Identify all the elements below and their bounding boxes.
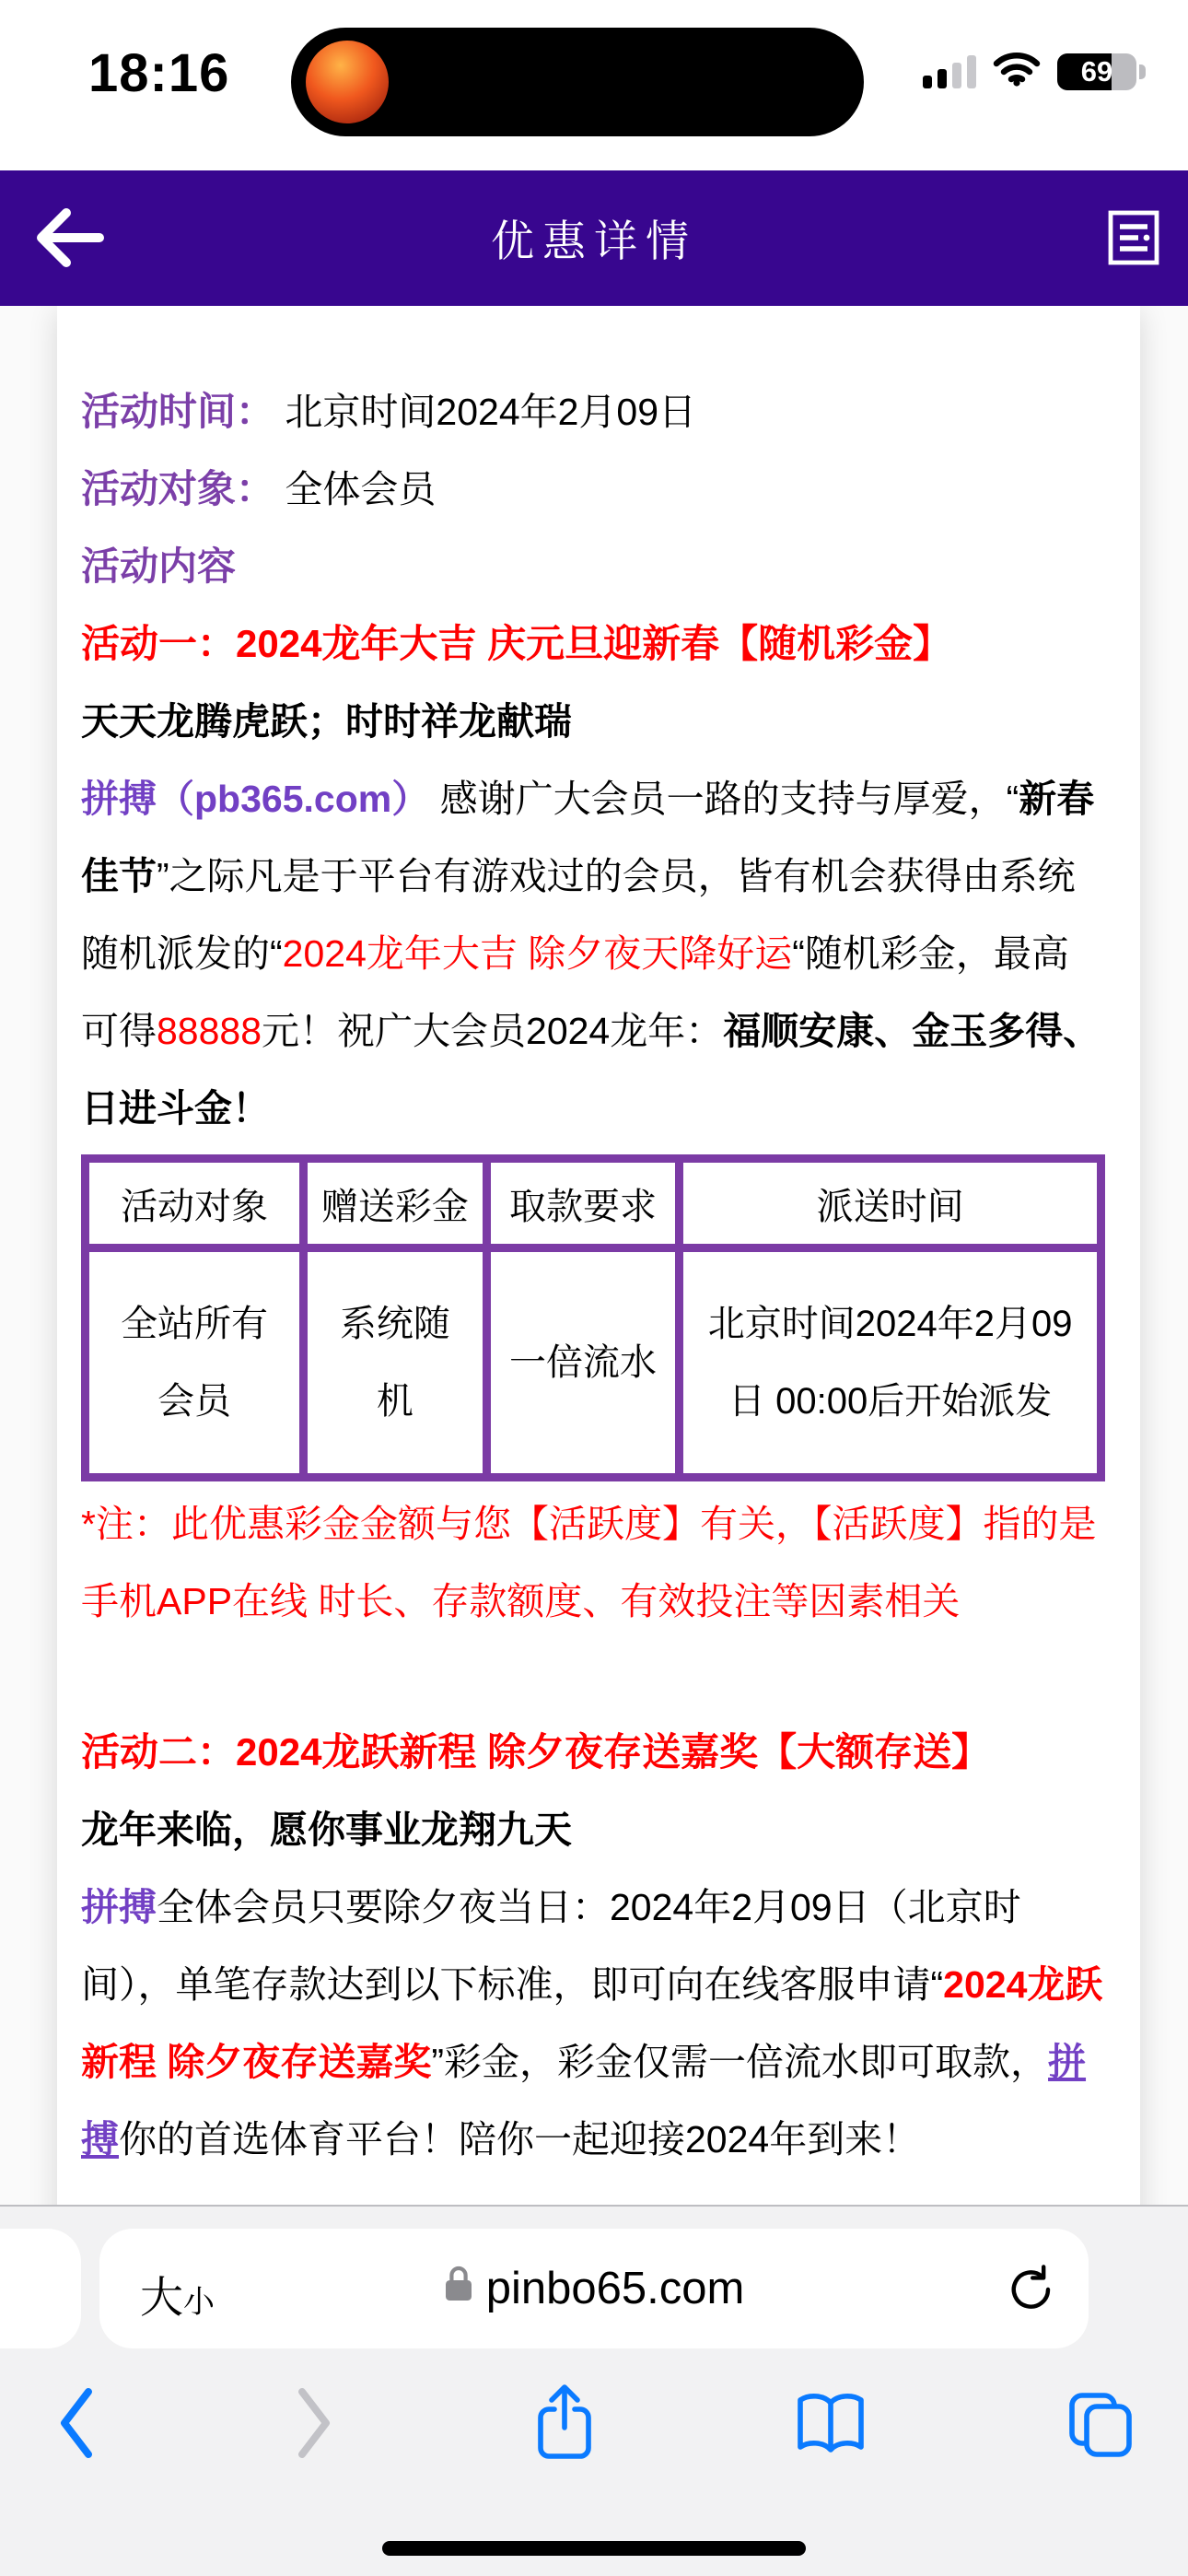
promo-article [57, 306, 1140, 2205]
activity-content-label: 活动内容 [81, 544, 237, 588]
table-header: 赠送彩金 [304, 1159, 487, 1248]
nav-bar [0, 170, 1188, 306]
table-header: 取款要求 [486, 1159, 680, 1248]
adjacent-tab-peek[interactable] [0, 2229, 81, 2348]
text-size-small-glyph: 小 [183, 2285, 215, 2320]
promo1-red: 2024龙年大吉 除夕夜天降好运 [282, 932, 793, 975]
table-cell: 系统随机 [304, 1248, 487, 1478]
brand-name: 拼搏 [81, 1886, 157, 1928]
promo2-text: 你的首选体育平台！陪你一起迎接2024年到来！ [119, 2118, 921, 2160]
promo2-title: 活动二：2024龙跃新程 除夕夜存送嘉奖【大额存送】 [81, 1730, 991, 1774]
table-row [86, 1248, 1101, 1478]
web-content [0, 306, 1188, 2205]
url-text: pinbo65.com [485, 2264, 745, 2313]
cellular-signal-icon [923, 55, 976, 88]
text-size-large-glyph: 大 [140, 2273, 183, 2322]
wifi-icon [993, 52, 1041, 91]
promo1-title: 活动一：2024龙年大吉 庆元旦迎新春【随机彩金】 [81, 622, 952, 665]
home-indicator[interactable] [382, 2541, 806, 2556]
share-icon[interactable] [532, 2382, 597, 2465]
promo2-text: 全体会员只要除夕夜当日：2024年2月09日（北京时间），单笔存款达到以下标准，即可向在线客服申请“ [81, 1886, 1021, 2006]
avatar [306, 41, 389, 123]
promo2-text: ”彩金，彩金仅需一倍流水即可取款， [431, 2041, 1049, 2083]
table-header-row [86, 1159, 1101, 1248]
activity-time-row [81, 373, 1105, 451]
browser-chrome [0, 2205, 1188, 2576]
table-header: 活动对象 [86, 1159, 304, 1248]
dynamic-island [291, 28, 864, 136]
address-bar[interactable] [99, 2229, 1089, 2348]
promo2-slogan: 龙年来临，愿你事业龙翔九天 [81, 1809, 572, 1851]
promo1-text: “随机彩金，最高可得 [81, 932, 1069, 1052]
status-bar [0, 0, 1188, 170]
brand-link: 拼搏（pb365.com） [81, 778, 430, 820]
lock-icon [444, 2263, 473, 2314]
activity-target-label: 活动对象： [81, 467, 275, 510]
activity-content-row [81, 528, 1105, 605]
table-header: 派送时间 [680, 1159, 1101, 1248]
promo2-paragraph [81, 1868, 1105, 2178]
battery-percent: 69 [1080, 54, 1113, 88]
promo1-bold: 新春佳节 [81, 778, 1095, 897]
promo1-text: ”之际凡是于平台有游戏过的会员，皆有机会获得由系统随机派发的“ [81, 855, 1076, 975]
activity-time-label: 活动时间： [81, 390, 275, 433]
promo1-note: *注：此优惠彩金金额与您【活跃度】有关，【活跃度】指的是手机APP在线 时长、存款额度、有效投注等因素相关 [81, 1503, 1097, 1622]
forward-chevron-icon[interactable] [293, 2384, 337, 2462]
refresh-icon[interactable] [1007, 2229, 1055, 2348]
page-title: 优惠详情 [491, 217, 697, 265]
tabs-icon[interactable] [1065, 2388, 1135, 2458]
battery-indicator [1057, 53, 1136, 90]
battery-cap [1139, 64, 1146, 79]
activity-target-value: 全体会员 [285, 468, 437, 510]
back-chevron-icon[interactable] [53, 2384, 98, 2462]
promo1-amount: 88888 [157, 1010, 262, 1052]
brand-link-underlined[interactable]: 拼搏 [81, 2041, 1087, 2160]
promo2-red: 2024龙跃新程 除夕夜存送嘉奖 [81, 1963, 1103, 2083]
browser-toolbar [0, 2377, 1188, 2469]
promo1-paragraph [81, 760, 1105, 1147]
promo1-slogan: 天天龙腾虎跃；时时祥龙献瑞 [81, 700, 572, 743]
table-cell: 全站所有会员 [86, 1248, 304, 1478]
promo1-text: 感谢广大会员一路的支持与厚爱，“ [439, 778, 1019, 820]
status-time: 18:16 [88, 43, 230, 103]
promo1-text: 元！祝广大会员2024龙年： [262, 1010, 724, 1052]
activity-target-row [81, 451, 1105, 528]
document-list-icon[interactable] [1107, 209, 1160, 271]
url-display[interactable] [99, 2229, 1089, 2348]
promo-table [81, 1154, 1105, 1481]
activity-time-value: 北京时间2024年2月09日 [285, 391, 697, 433]
promo1-bold: 福顺安康、金玉多得、日进斗金！ [81, 1010, 1101, 1130]
status-icons [923, 52, 1136, 91]
table-cell: 一倍流水 [486, 1248, 680, 1478]
bookmarks-icon[interactable] [792, 2388, 869, 2458]
table-cell: 北京时间2024年2月09日 00:00后开始派发 [680, 1248, 1101, 1478]
